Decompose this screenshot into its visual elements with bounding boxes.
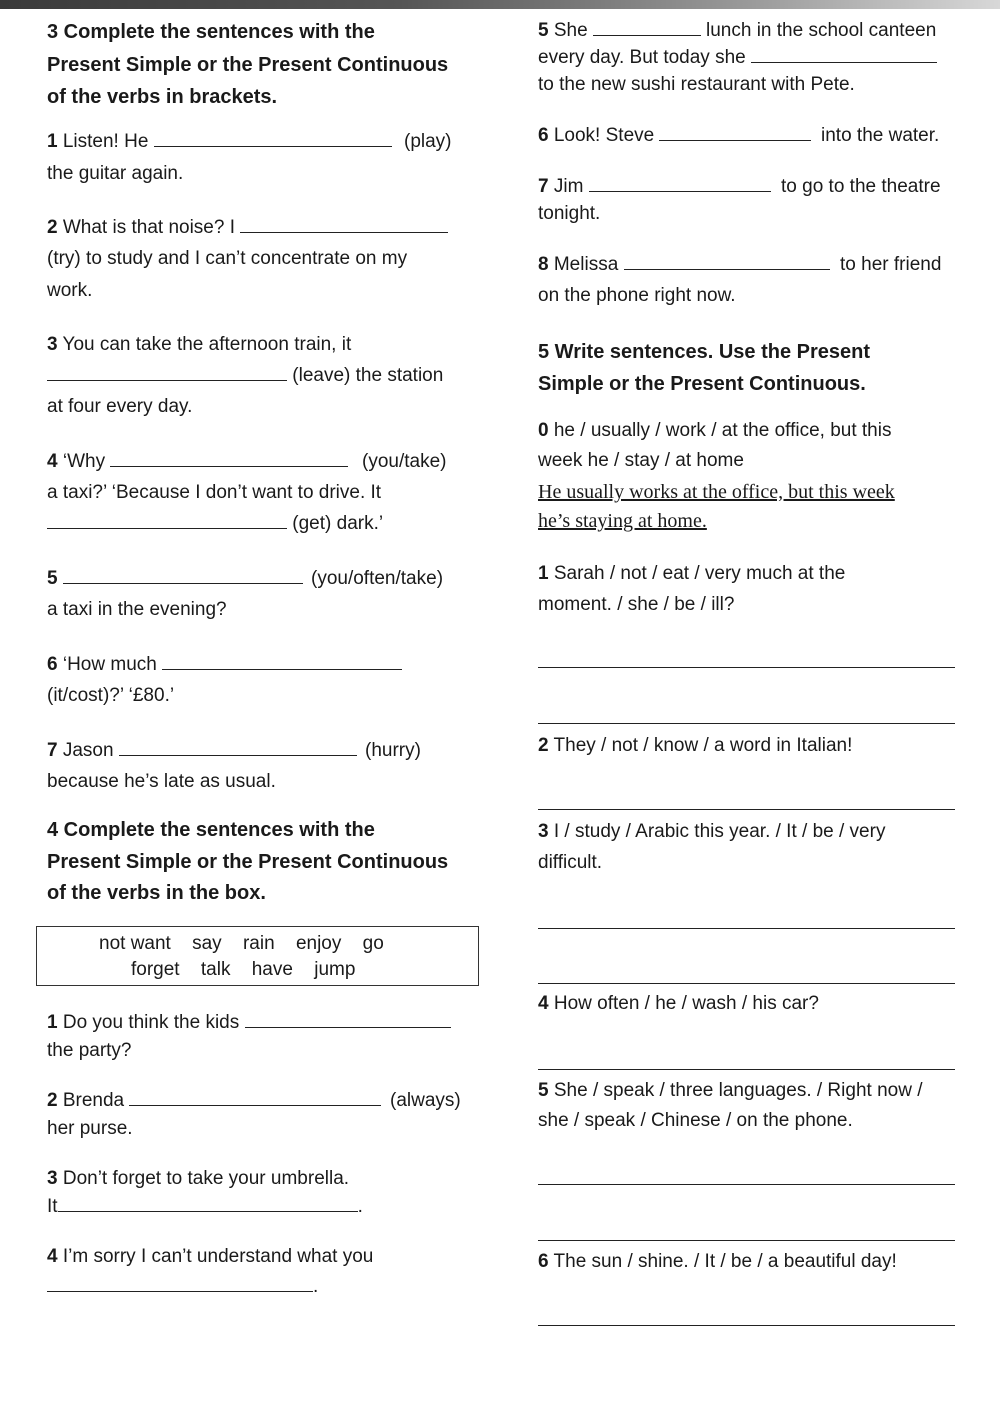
s3-item-6-line1: 6 ‘How much bbox=[47, 654, 402, 676]
answer-blank[interactable] bbox=[119, 741, 357, 756]
answer-line[interactable] bbox=[538, 667, 955, 668]
verb-hint: (play) bbox=[404, 131, 452, 152]
section-5-title-line2: Simple or the Present Continuous. bbox=[538, 373, 866, 395]
answer-blank[interactable] bbox=[659, 126, 811, 141]
answer-blank[interactable] bbox=[240, 218, 448, 233]
verb-word: jump bbox=[314, 959, 356, 980]
s5-item-1-line2: moment. / she / be / ill? bbox=[538, 594, 735, 615]
verb-word: enjoy bbox=[295, 933, 342, 954]
s3-item-7-line1: 7 Jason bbox=[47, 740, 357, 762]
answer-blank[interactable] bbox=[47, 514, 287, 529]
answer-line[interactable] bbox=[538, 723, 955, 724]
s3r-item-6-line1: 6 Look! Steve bbox=[538, 125, 811, 147]
s3-item-3-line2: (leave) the station bbox=[47, 365, 443, 387]
answer-blank[interactable] bbox=[47, 1277, 313, 1292]
top-scroll-bar bbox=[0, 0, 1000, 9]
section-4-title-line3: of the verbs in the box. bbox=[47, 882, 266, 904]
verb-word: forget bbox=[131, 959, 180, 980]
s3r-item-5-text: lunch in the school canteen bbox=[706, 20, 937, 41]
answer-line[interactable] bbox=[538, 1184, 955, 1185]
s3r-item-7-line1: 7 Jim bbox=[538, 176, 771, 198]
s3-item-6-line2: (it/cost)?’ ‘£80.’ bbox=[47, 685, 175, 706]
answer-line[interactable] bbox=[538, 928, 955, 929]
verb-word: rain bbox=[242, 933, 275, 954]
s4-item-3-line2: It . bbox=[47, 1196, 363, 1217]
verb-word: go bbox=[362, 933, 384, 954]
s3-item-4-line3: (get) dark.’ bbox=[47, 513, 383, 535]
s3-item-1-line1: 1 Listen! He bbox=[47, 131, 392, 153]
s5-example-answer-line2: he’s staying at home. bbox=[538, 510, 707, 532]
answer-line[interactable] bbox=[538, 1069, 955, 1070]
verb-word: talk bbox=[200, 959, 231, 980]
answer-line[interactable] bbox=[538, 1325, 955, 1326]
answer-blank[interactable] bbox=[129, 1091, 381, 1106]
answer-blank[interactable] bbox=[245, 1013, 451, 1028]
verb-hint: (hurry) bbox=[365, 740, 421, 761]
s5-item-3-line1: 3 I / study / Arabic this year. / It / be / very bbox=[538, 821, 886, 842]
s4-item-3-line1: 3 Don’t forget to take your umbrella. bbox=[47, 1168, 350, 1189]
s3-item-2-line2: (try) to study and I can’t concentrate on my bbox=[47, 248, 408, 269]
section-4-title-line1: 4 Complete the sentences with the bbox=[47, 819, 375, 841]
verb-box-row-2 bbox=[131, 959, 355, 981]
s3r-item-7-line2: tonight. bbox=[538, 203, 601, 224]
answer-blank[interactable] bbox=[162, 655, 402, 670]
answer-blank[interactable] bbox=[63, 569, 303, 584]
answer-blank[interactable] bbox=[593, 21, 701, 36]
verb-word: have bbox=[251, 959, 293, 980]
s3-item-1-line2: the guitar again. bbox=[47, 163, 184, 184]
s3-item-2-line1: 2 What is that noise? I bbox=[47, 217, 448, 239]
verb-word: say bbox=[192, 933, 222, 954]
answer-blank[interactable] bbox=[110, 452, 348, 467]
answer-blank[interactable] bbox=[58, 1197, 358, 1212]
s4-item-2-line1: 2 Brenda bbox=[47, 1090, 381, 1112]
s3-item-4-line2: a taxi?’ ‘Because I don’t want to drive. It bbox=[47, 482, 382, 503]
s3r-item-6-text: into the water. bbox=[821, 125, 940, 146]
s3r-item-8-line2: on the phone right now. bbox=[538, 285, 736, 306]
answer-blank[interactable] bbox=[154, 132, 392, 147]
verb-box-row-1 bbox=[99, 933, 384, 955]
s5-item-5-line1: 5 She / speak / three languages. / Right now / bbox=[538, 1080, 923, 1101]
verb-box bbox=[36, 926, 479, 986]
s5-item-6-line1: 6 The sun / shine. / It / be / a beautiful day! bbox=[538, 1251, 897, 1272]
s4-item-2-line2: her purse. bbox=[47, 1118, 133, 1139]
s3r-item-7-text: to go to the theatre bbox=[781, 176, 941, 197]
s5-item-1-line1: 1 Sarah / not / eat / very much at the bbox=[538, 563, 846, 584]
answer-line[interactable] bbox=[538, 809, 955, 810]
section-3-title-line1: 3 Complete the sentences with the bbox=[47, 21, 375, 43]
section-3-title-line2: Present Simple or the Present Continuous bbox=[47, 54, 449, 76]
s3r-item-5-line3: to the new sushi restaurant with Pete. bbox=[538, 74, 855, 95]
s4-item-1-line1: 1 Do you think the kids bbox=[47, 1012, 451, 1034]
s3-item-4-line1: 4 ‘Why bbox=[47, 451, 348, 473]
section-3-title-line3: of the verbs in brackets. bbox=[47, 86, 278, 108]
s5-example-line1: 0 he / usually / work / at the office, but this bbox=[538, 420, 892, 441]
s3-item-3-line3: at four every day. bbox=[47, 396, 193, 417]
s3r-item-5-line1: 5 She bbox=[538, 20, 701, 42]
s5-example-line2: week he / stay / at home bbox=[538, 450, 744, 471]
s3-item-5-line2: a taxi in the evening? bbox=[47, 599, 227, 620]
s3-item-5-line1: 5 bbox=[47, 568, 303, 590]
verb-word: not want bbox=[99, 933, 171, 954]
s4-item-4-line1: 4 I’m sorry I can’t understand what you bbox=[47, 1246, 374, 1267]
section-4-title-line2: Present Simple or the Present Continuous bbox=[47, 851, 449, 873]
s5-item-3-line2: difficult. bbox=[538, 852, 603, 873]
s4-item-1-line2: the party? bbox=[47, 1040, 132, 1061]
s4-item-4-line2: . bbox=[47, 1276, 318, 1298]
s3r-item-5-line2: every day. But today she bbox=[538, 47, 937, 69]
verb-hint: (always) bbox=[390, 1090, 461, 1111]
answer-line[interactable] bbox=[538, 983, 955, 984]
s3-item-2-line3: work. bbox=[47, 280, 93, 301]
answer-line[interactable] bbox=[538, 1240, 955, 1241]
answer-blank[interactable] bbox=[751, 48, 937, 63]
verb-hint: (you/take) bbox=[362, 451, 447, 472]
section-5-title-line1: 5 Write sentences. Use the Present bbox=[538, 341, 870, 363]
s5-item-5-line2: she / speak / Chinese / on the phone. bbox=[538, 1110, 853, 1131]
s5-example-answer-line1: He usually works at the office, but this week bbox=[538, 481, 895, 503]
answer-blank[interactable] bbox=[624, 255, 830, 270]
verb-hint: (you/often/take) bbox=[311, 568, 444, 589]
s3-item-3-line1: 3 You can take the afternoon train, it bbox=[47, 334, 352, 355]
s5-item-4-line1: 4 How often / he / wash / his car? bbox=[538, 993, 819, 1014]
s3-item-7-line2: because he’s late as usual. bbox=[47, 771, 276, 792]
answer-blank[interactable] bbox=[589, 177, 771, 192]
answer-blank[interactable] bbox=[47, 366, 287, 381]
s3r-item-8-text: to her friend bbox=[840, 254, 942, 275]
s3r-item-8-line1: 8 Melissa bbox=[538, 254, 830, 276]
s5-item-2-line1: 2 They / not / know / a word in Italian! bbox=[538, 735, 853, 756]
